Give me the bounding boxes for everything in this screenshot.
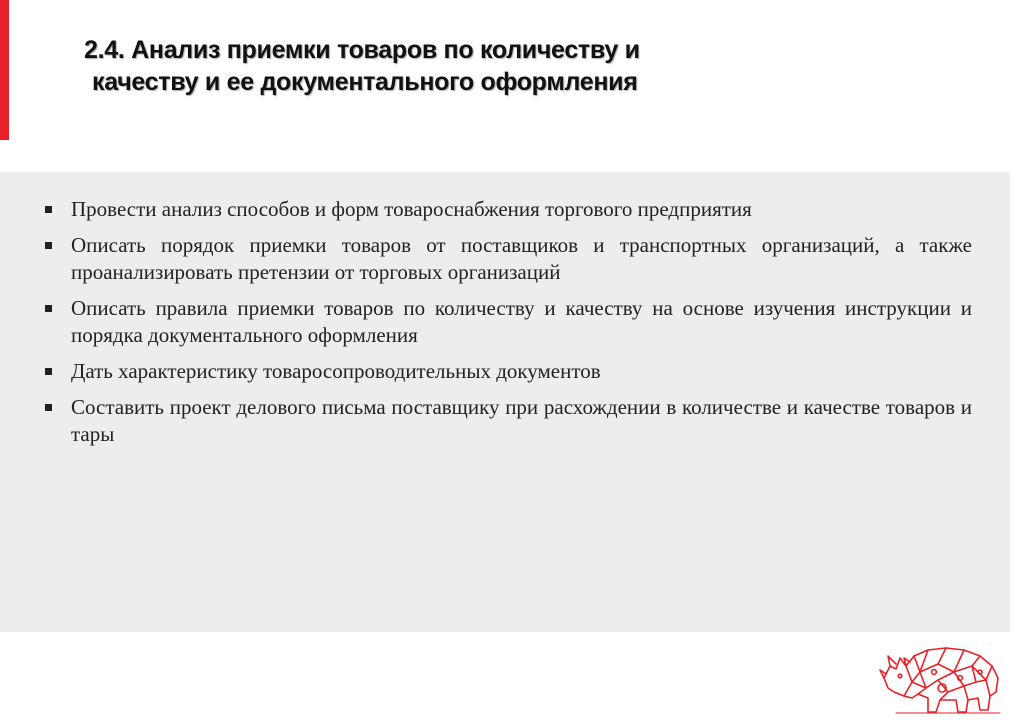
content-panel <box>0 172 1010 632</box>
slide-title-line2: качеству и ее документального оформления <box>92 68 638 96</box>
bullet-marker-icon <box>45 305 52 312</box>
bullet-marker-icon <box>45 206 52 213</box>
list-item <box>44 358 972 385</box>
list-item <box>44 295 972 349</box>
list-item-text: Дать характеристику товаросопроводительных документов <box>71 359 601 383</box>
bullet-marker-icon <box>45 404 52 411</box>
rhino-logo-icon <box>876 636 1006 716</box>
slide-title <box>84 34 944 98</box>
list-item-text: Описать правила приемки товаров по количеству и качеству на основе изучения инструкции и порядка документального оформления <box>71 296 972 347</box>
bullet-list <box>44 196 972 457</box>
list-item <box>44 232 972 286</box>
list-item-text: Составить проект делового письма поставщику при расхождении в количестве и качестве товаров и тары <box>71 395 972 446</box>
list-item-text: Провести анализ способов и форм товароснабжения торгового предприятия <box>71 197 752 221</box>
accent-bar <box>0 0 9 140</box>
list-item-text: Описать порядок приемки товаров от поставщиков и транспортных организаций, а также проанализировать претензии от торговых организаций <box>71 233 972 284</box>
list-item <box>44 196 972 223</box>
bullet-marker-icon <box>45 368 52 375</box>
list-item <box>44 394 972 448</box>
slide-title-line1: 2.4. Анализ приемки товаров по количеству и <box>84 36 640 64</box>
bullet-marker-icon <box>45 242 52 249</box>
